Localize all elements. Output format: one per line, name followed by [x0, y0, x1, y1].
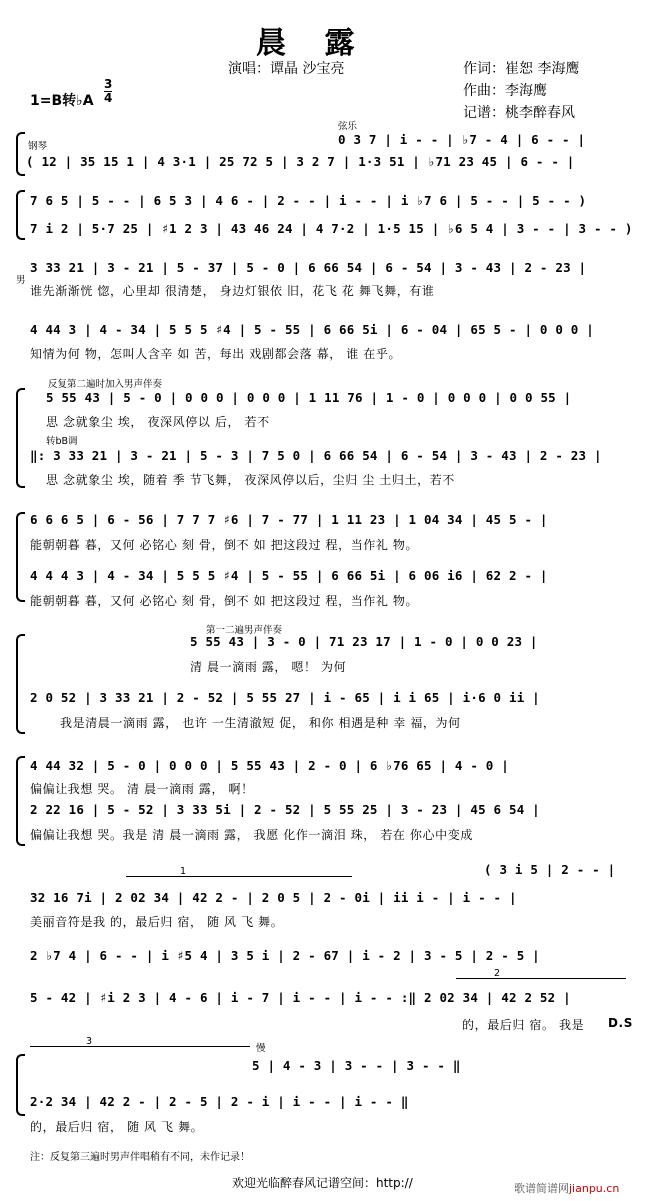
- watermark-prefix: 歌谱简谱网: [514, 1182, 569, 1195]
- volta-bracket-3: [30, 1046, 250, 1047]
- lyrics-line-3: 谁先渐渐恍 惚，心里却 很清楚， 身边灯银依 旧，花飞 花 舞飞舞，有谁: [30, 284, 435, 298]
- second-pass-note: 第一二遍男声伴奏: [206, 625, 283, 636]
- staff-lower: ‖: 3 33 21 | 3 - 21 | 5 - 3 | 7 5 0 | 6 66 54 | 6 - 54 | 3 - 43 | 2 - 23 |: [30, 448, 602, 463]
- welcome-text: 欢迎光临醉春风记谱空间：http://: [232, 1176, 413, 1190]
- footnote: 注：反复第三遍时男声伴唱稍有不同，未作记录！: [30, 1152, 250, 1163]
- slow-marking: 慢: [256, 1043, 266, 1054]
- lyrics-lower: 偏偏让我想 哭。我是 清 晨一滴雨 露， 我愿 化作一滴泪 珠， 若在 你心中变成: [30, 828, 473, 842]
- volta-3-label: 3: [86, 1036, 93, 1047]
- system-brace: [16, 1054, 25, 1116]
- ds-marker: D.S: [608, 1016, 633, 1030]
- time-signature: [104, 78, 112, 105]
- strings-label: 弦乐: [338, 121, 358, 132]
- staff-upper: 6 6 6 5 | 6 - 56 | 7 7 7 ♯6 | 7 - 77 | 1 11 23 | 1 04 34 | 45 5 - |: [30, 512, 548, 527]
- male-marker: 男: [16, 275, 26, 286]
- volta-1-label: 1: [180, 866, 187, 877]
- transcriber: 记谱：桃李醉春风: [463, 105, 575, 121]
- staff-lower: 2 0 52 | 3 33 21 | 2 - 52 | 5 55 27 | i - 65 | i i 65 | i·6 0 ii |: [30, 690, 540, 705]
- lyrics-upper: 清 晨一滴雨 露， 嗯！ 为何: [190, 660, 347, 674]
- volta-bracket-2: [456, 978, 626, 979]
- lyrics-line-10: 的，最后归 宿。 我是: [462, 1018, 585, 1032]
- lyrics-line-4: 知情为何 物，怎叫人含辛 如 苦，每出 戏剧都会落 幕， 谁 在乎。: [30, 347, 402, 361]
- staff-upper: 5 | 4 - 3 | 3 - - | 3 - - ‖: [252, 1058, 461, 1073]
- staff-upper: 5 55 43 | 3 - 0 | 71 23 17 | 1 - 0 | 0 0 23 |: [190, 634, 538, 649]
- lyrics-upper: 能朝朝暮 暮，又何 必铭心 刻 骨，倒不 如 把这段过 程，当作礼 物。: [30, 538, 419, 552]
- volta-2-label: 2: [494, 968, 501, 979]
- staff-lower: 2·2 34 | 42 2 - | 2 - 5 | 2 - i | i - - | i - - ‖: [30, 1094, 409, 1109]
- key-signature: 1=B转♭A: [30, 93, 94, 109]
- song-title: 晨 露: [256, 26, 369, 61]
- staff-strings: 0 3 7 | i - - | ♭7 - 4 | 6 - - |: [338, 132, 586, 147]
- lyrics-line-11: 的，最后归 宿， 随 风 飞 舞。: [30, 1120, 204, 1134]
- staff-upper: 4 44 32 | 5 - 0 | 0 0 0 | 5 55 43 | 2 - 0 | 6 ♭76 65 | 4 - 0 |: [30, 758, 509, 773]
- melody-line-3: 3 33 21 | 3 - 21 | 5 - 37 | 5 - 0 | 6 66 54 | 6 - 54 | 3 - 43 | 2 - 23 |: [30, 260, 587, 275]
- staff-piano: ( 12 | 35 15 1 | 4 3·1 | 25 72 5 | 3 2 7 | 1·3 51 | ♭71 23 45 | 6 - - |: [26, 154, 575, 169]
- staff-lower: 5 - 42 | ♯i 2 3 | 4 - 6 | i - 7 | i - - | i - - :‖ 2 02 34 | 42 2 52 |: [30, 990, 571, 1005]
- lyrics-lower: 思 念就象尘 埃，随着 季 节飞舞， 夜深风停以后，尘归 尘 土归土，若不: [46, 473, 455, 487]
- volta-bracket-1: [126, 876, 352, 877]
- melody-line-9: 32 16 7i | 2 02 34 | 42 2 - | 2 0 5 | 2 - 0i | ii i - | i - - |: [30, 890, 517, 905]
- system-brace: [16, 190, 25, 240]
- key-change-note: 转bB调: [46, 436, 78, 447]
- staff-upper: ( 3 i 5 | 2 - - |: [484, 862, 616, 877]
- time-sig-top: 3: [104, 77, 113, 91]
- composer: 作曲：李海鹰: [463, 83, 547, 99]
- staff-upper: 5 55 43 | 5 - 0 | 0 0 0 | 0 0 0 | 1 11 76 | 1 - 0 | 0 0 0 | 0 0 55 |: [46, 390, 572, 405]
- staff-upper: 2 ♭7 4 | 6 - - | i ♯5 4 | 3 5 i | 2 - 67 | i - 2 | 3 - 5 | 2 - 5 |: [30, 948, 540, 963]
- lyricist: 作词：崔恕 李海鹰: [463, 61, 580, 77]
- staff-lower: 4 4 4 3 | 4 - 34 | 5 5 5 ♯4 | 5 - 55 | 6 66 5i | 6 06 i6 | 62 2 - |: [30, 568, 548, 583]
- piano-label: 钢琴: [28, 141, 48, 152]
- time-sig-bottom: 4: [104, 91, 113, 105]
- staff-lower: 7 i 2 | 5·7 25 | ♯1 2 3 | 43 46 24 | 4 7·2 | 1·5 15 | ♭6 5 4 | 3 - - | 3 - - ): [30, 221, 633, 236]
- lyrics-upper: 思 念就象尘 埃， 夜深风停以 后， 若不: [46, 415, 270, 429]
- system-brace: [16, 388, 25, 488]
- system-brace: [16, 132, 25, 176]
- melody-line-4: 4 44 3 | 4 - 34 | 5 5 5 ♯4 | 5 - 55 | 6 66 5i | 6 - 04 | 65 5 - | 0 0 0 |: [30, 322, 594, 337]
- lyrics-upper: 偏偏让我想 哭。 清 晨一滴雨 露， 啊！: [30, 782, 254, 796]
- watermark-url: jianpu.cn: [569, 1182, 620, 1195]
- system-brace: [16, 756, 25, 846]
- system-brace: [16, 512, 25, 602]
- staff-lower: 2 22 16 | 5 - 52 | 3 33 5i | 2 - 52 | 5 55 25 | 3 - 23 | 45 6 54 |: [30, 802, 540, 817]
- watermark: [514, 1180, 619, 1196]
- system-brace: [16, 634, 25, 734]
- staff-upper: 7 6 5 | 5 - - | 6 5 3 | 4 6 - | 2 - - | i - - | i ♭7 6 | 5 - - | 5 - - ): [30, 193, 587, 208]
- lyrics-line-9: 美丽音符是我 的，最后归 宿， 随 风 飞 舞。: [30, 915, 284, 929]
- lyrics-lower: 能朝朝暮 暮，又何 必铭心 刻 骨，倒不 如 把这段过 程，当作礼 物。: [30, 594, 419, 608]
- singers: 演唱：谭晶 沙宝亮: [228, 61, 345, 77]
- lyrics-lower: 我是清晨一滴雨 露， 也许 一生清澈短 促， 和你 相遇是种 幸 福，为何: [60, 716, 461, 730]
- repeat-note: 反复第二遍时加入男声伴奏: [48, 379, 163, 390]
